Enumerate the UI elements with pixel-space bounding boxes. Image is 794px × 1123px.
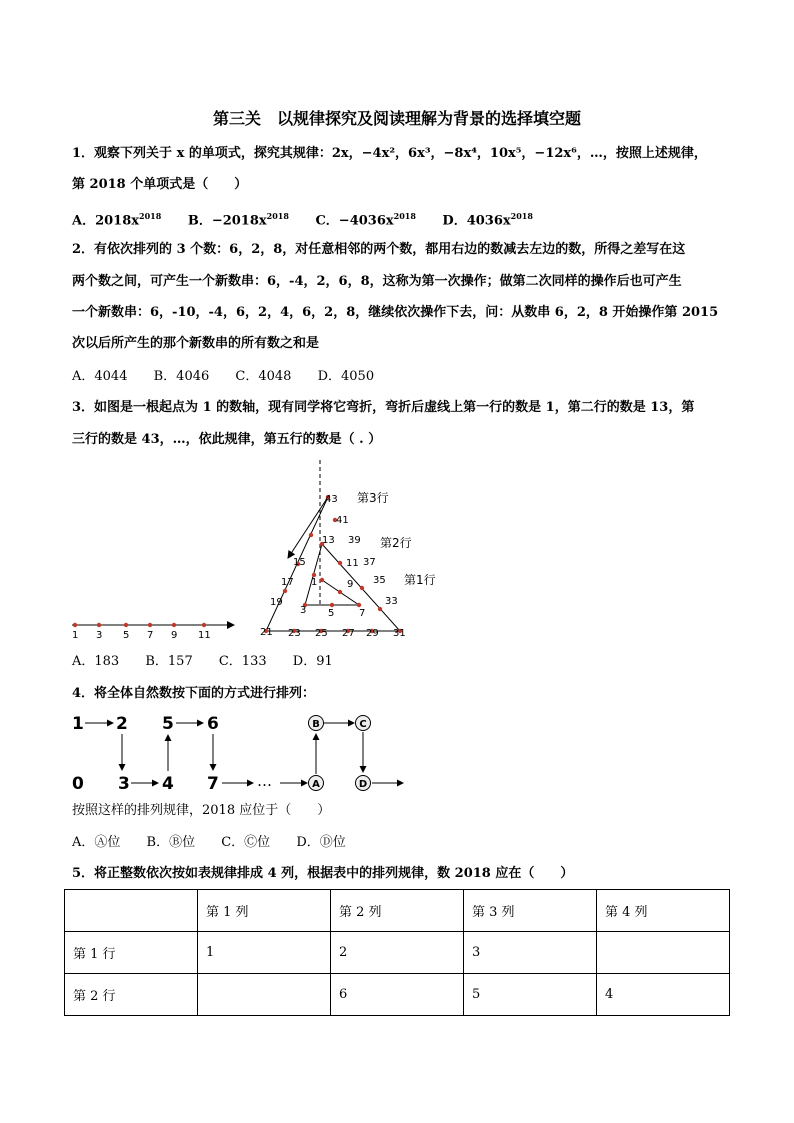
q4-circle-c-label: C <box>359 719 367 730</box>
fig-num-37: 37 <box>363 557 376 568</box>
q1-option-b: B．$-2018x^{2018}$ <box>187 211 289 229</box>
q4-circle-a-label: A <box>312 779 320 790</box>
table-cell: 1 <box>198 932 331 974</box>
table-cell <box>597 932 730 974</box>
q1-line1: 1．观察下列关于 x 的单项式，探究其规律：2x，−4x²，6x³，−8x⁴，10x⁵，−12x⁶，…，按照上述规律， <box>72 146 707 161</box>
axis-label-11: 11 <box>198 630 211 641</box>
fig-num-41: 41 <box>336 515 349 526</box>
axis-label-1: 1 <box>72 630 79 641</box>
q2-option-a: A．4044 <box>72 369 128 384</box>
fig-num-21: 21 <box>260 627 273 638</box>
fig-num-43: 43 <box>325 494 338 505</box>
q2-line2: 两个数之间，可产生一个新数串：6，-4，2，6，8，这称为第一次操作；做第二次同样的操作后也可产生 <box>72 274 682 289</box>
table-cell <box>65 890 198 932</box>
fig-num-3: 3 <box>300 605 307 616</box>
axis-dot-9 <box>172 623 176 627</box>
table-header-cell: 第 2 列 <box>331 890 464 932</box>
q2-options <box>72 367 396 387</box>
table-row <box>65 974 730 1016</box>
fig-num-31: 31 <box>393 628 406 639</box>
q1-options <box>72 206 555 231</box>
q2-line1: 2．有依次排列的 3 个数：6，2，8，对任意相邻的两个数，都用右边的数减去左边的数，所得之差写在这 <box>72 242 686 257</box>
fig-num-39: 39 <box>348 535 361 546</box>
fig-num-33: 33 <box>385 596 398 607</box>
q3-option-b: B．157 <box>145 654 193 669</box>
table-header-cell: 第 3 列 <box>464 890 597 932</box>
q4-dots: … <box>257 772 272 790</box>
q2-option-d: D．4050 <box>317 369 375 384</box>
q1-option-a: A．$2018x^{2018}$ <box>72 211 162 229</box>
q4-line1: 4．将全体自然数按下面的方式进行排列： <box>72 686 316 701</box>
q1-option-c: C．$-4036x^{2018}$ <box>315 211 416 229</box>
q4-num-1: 1 <box>72 714 84 734</box>
fig-num-5: 5 <box>328 608 335 619</box>
axis-label-9: 9 <box>171 630 178 641</box>
q4-option-d: D．Ⓓ位 <box>296 835 346 850</box>
q2-line4: 次以后所产生的那个新数串的所有数之和是 <box>72 336 320 351</box>
table-cell: 3 <box>464 932 597 974</box>
q4-line2: 按照这样的排列规律，2018 应位于（ ） <box>72 803 331 818</box>
fig-num-11: 11 <box>346 558 359 569</box>
fig-num-9: 9 <box>347 579 354 590</box>
fig-num-23: 23 <box>288 628 301 639</box>
q4-figure <box>0 705 794 800</box>
table-header-cell: 第 1 列 <box>198 890 331 932</box>
q5-line1: 5．将正整数依次按如表规律排成 4 列，根据表中的排列规律，数 2018 应在（ ） <box>72 866 574 881</box>
q4-num-4: 4 <box>162 774 174 794</box>
q3-option-a: A．183 <box>72 654 120 669</box>
q4-num-6: 6 <box>207 714 219 734</box>
q3-option-d: D．91 <box>292 654 333 669</box>
q3-options <box>72 652 355 672</box>
table-cell: 4 <box>597 974 730 1016</box>
fig-num-25: 25 <box>315 628 328 639</box>
q4-num-0: 0 <box>72 774 84 794</box>
fig-num-35: 35 <box>373 575 386 586</box>
q4-num-5: 5 <box>162 714 174 734</box>
q2-option-b: B．4046 <box>153 369 210 384</box>
table-header-row <box>65 890 730 932</box>
page-title: 第三关 以规律探究及阅读理解为背景的选择填空题 <box>212 109 581 128</box>
q2-line3: 一个新数串：6，-10，-4，6，2，4，6，2，8，继续依次操作下去，问：从数串 6，2，8 开始操作第 2015 <box>72 305 719 320</box>
table-row <box>65 932 730 974</box>
q4-num-3: 3 <box>118 774 130 794</box>
q3-option-c: C．133 <box>218 654 267 669</box>
table-cell: 6 <box>331 974 464 1016</box>
q4-option-a: A．Ⓐ位 <box>72 835 121 850</box>
q4-num-7: 7 <box>207 774 219 794</box>
axis-label-7: 7 <box>147 630 154 641</box>
q3-line2: 三行的数是 43，…，依此规律，第五行的数是（ . ） <box>72 432 382 447</box>
q4-option-b: B．Ⓑ位 <box>146 835 196 850</box>
axis-dot-5 <box>124 623 128 627</box>
q5-table <box>64 889 730 1016</box>
axis-label-5: 5 <box>123 630 130 641</box>
axis-dot-1 <box>73 623 77 627</box>
axis-dot-3 <box>97 623 101 627</box>
fig-num-19: 19 <box>270 597 283 608</box>
table-cell: 5 <box>464 974 597 1016</box>
q1-option-d: D．$4036x^{2018}$ <box>442 211 533 229</box>
row-label-1: 第1行 <box>404 573 436 587</box>
axis-dot-11 <box>202 623 206 627</box>
q2-option-c: C．4048 <box>235 369 292 384</box>
fig-num-7: 7 <box>359 608 366 619</box>
row-label-3: 第3行 <box>357 491 389 505</box>
q4-circle-b-label: B <box>312 719 320 730</box>
table-cell: 第 1 行 <box>65 932 198 974</box>
table-cell <box>198 974 331 1016</box>
q4-num-2: 2 <box>116 714 128 734</box>
row-label-2: 第2行 <box>380 536 412 550</box>
table-cell: 2 <box>331 932 464 974</box>
table-header-cell: 第 4 列 <box>597 890 730 932</box>
fig-num-17: 17 <box>281 577 294 588</box>
fig-num-29: 29 <box>366 628 379 639</box>
axis-dot-7 <box>148 623 152 627</box>
fig-num-1: 1 <box>311 577 318 588</box>
fig-num-27: 27 <box>342 628 355 639</box>
q1-line2: 第 2018 个单项式是（ ） <box>72 177 248 192</box>
axis-label-3: 3 <box>96 630 103 641</box>
q3-line1: 3．如图是一根起点为 1 的数轴，现有同学将它弯折，弯折后虚线上第一行的数是 1，第二行的数是 13，第 <box>72 400 695 415</box>
q4-options <box>72 833 368 853</box>
fig-num-13: 13 <box>322 535 335 546</box>
q4-option-c: C．Ⓒ位 <box>221 835 271 850</box>
table-cell: 第 2 行 <box>65 974 198 1016</box>
q4-circle-d-label: D <box>358 779 368 790</box>
fig-num-15: 15 <box>293 557 306 568</box>
q3-figure <box>0 455 794 645</box>
